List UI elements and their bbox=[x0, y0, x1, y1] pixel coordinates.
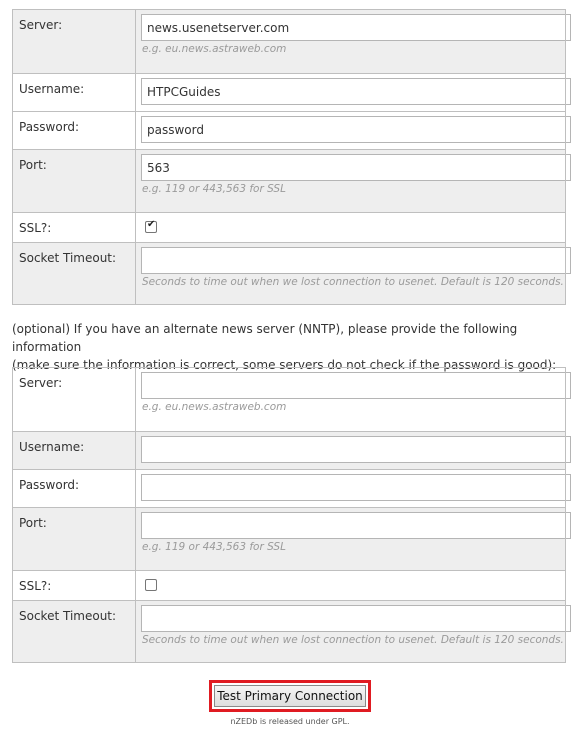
primary-port-input[interactable] bbox=[141, 154, 571, 181]
alternate-ssl-cell bbox=[136, 571, 566, 601]
primary-port-cell bbox=[136, 150, 566, 213]
primary-password-cell bbox=[136, 112, 566, 150]
primary-password-input[interactable] bbox=[141, 116, 571, 143]
primary-ssl-cell bbox=[136, 213, 566, 243]
primary-port-label: Port: bbox=[13, 150, 136, 213]
alternate-ssl-label: SSL?: bbox=[13, 571, 136, 601]
alternate-server-cell bbox=[136, 368, 566, 432]
primary-username-label: Username: bbox=[13, 74, 136, 112]
alternate-timeout-label: Socket Timeout: bbox=[13, 601, 136, 663]
primary-server-input[interactable] bbox=[141, 14, 571, 41]
primary-port-hint: e.g. 119 or 443,563 for SSL bbox=[142, 183, 286, 195]
primary-ssl-checkbox[interactable] bbox=[145, 221, 157, 233]
alternate-password-row bbox=[13, 470, 566, 508]
alternate-password-cell bbox=[136, 470, 566, 508]
primary-timeout-hint: Seconds to time out when we lost connection to usenet. Default is 120 seconds. bbox=[142, 276, 564, 288]
alternate-timeout-input[interactable] bbox=[141, 605, 571, 632]
primary-timeout-row bbox=[13, 243, 566, 305]
alternate-port-cell bbox=[136, 508, 566, 571]
primary-username-input[interactable] bbox=[141, 78, 571, 105]
alternate-password-input[interactable] bbox=[141, 474, 571, 501]
primary-server-label: Server: bbox=[13, 10, 136, 74]
primary-port-row bbox=[13, 150, 566, 213]
primary-timeout-input[interactable] bbox=[141, 247, 571, 274]
primary-ssl-label: SSL?: bbox=[13, 213, 136, 243]
alternate-port-row bbox=[13, 508, 566, 571]
alternate-username-input[interactable] bbox=[141, 436, 571, 463]
alternate-server-hint: e.g. eu.news.astraweb.com bbox=[142, 401, 287, 413]
primary-username-cell bbox=[136, 74, 566, 112]
alternate-port-input[interactable] bbox=[141, 512, 571, 539]
primary-ssl-row bbox=[13, 213, 566, 243]
primary-username-row bbox=[13, 74, 566, 112]
alternate-username-label: Username: bbox=[13, 432, 136, 470]
alternate-server-label: Server: bbox=[13, 368, 136, 432]
primary-password-label: Password: bbox=[13, 112, 136, 150]
test-primary-connection-button[interactable]: Test Primary Connection bbox=[214, 685, 366, 707]
alternate-ssl-row bbox=[13, 571, 566, 601]
alternate-timeout-hint: Seconds to time out when we lost connection to usenet. Default is 120 seconds. bbox=[142, 634, 564, 646]
alternate-server-input[interactable] bbox=[141, 372, 571, 399]
alternate-port-hint: e.g. 119 or 443,563 for SSL bbox=[142, 541, 286, 553]
alternate-server-row bbox=[13, 368, 566, 432]
optional-info-line2: (make sure the information is correct, some servers do not check if the password is good): bbox=[12, 358, 557, 372]
primary-timeout-cell bbox=[136, 243, 566, 305]
alternate-password-label: Password: bbox=[13, 470, 136, 508]
primary-password-row bbox=[13, 112, 566, 150]
optional-info-line1: (optional) If you have an alternate news server (NNTP), please provide the following information bbox=[12, 322, 518, 354]
test-button-highlight bbox=[209, 680, 371, 712]
primary-server-table bbox=[12, 9, 566, 305]
primary-server-hint: e.g. eu.news.astraweb.com bbox=[142, 43, 287, 55]
alternate-timeout-row bbox=[13, 601, 566, 663]
alternate-ssl-checkbox[interactable] bbox=[145, 579, 157, 591]
primary-timeout-label: Socket Timeout: bbox=[13, 243, 136, 305]
alternate-server-table bbox=[12, 367, 566, 663]
optional-server-info bbox=[12, 320, 572, 374]
alternate-port-label: Port: bbox=[13, 508, 136, 571]
primary-server-row bbox=[13, 10, 566, 74]
primary-server-cell bbox=[136, 10, 566, 74]
alternate-username-row bbox=[13, 432, 566, 470]
alternate-username-cell bbox=[136, 432, 566, 470]
footer-gpl-notice: nZEDb is released under GPL. bbox=[230, 717, 350, 726]
alternate-timeout-cell bbox=[136, 601, 566, 663]
